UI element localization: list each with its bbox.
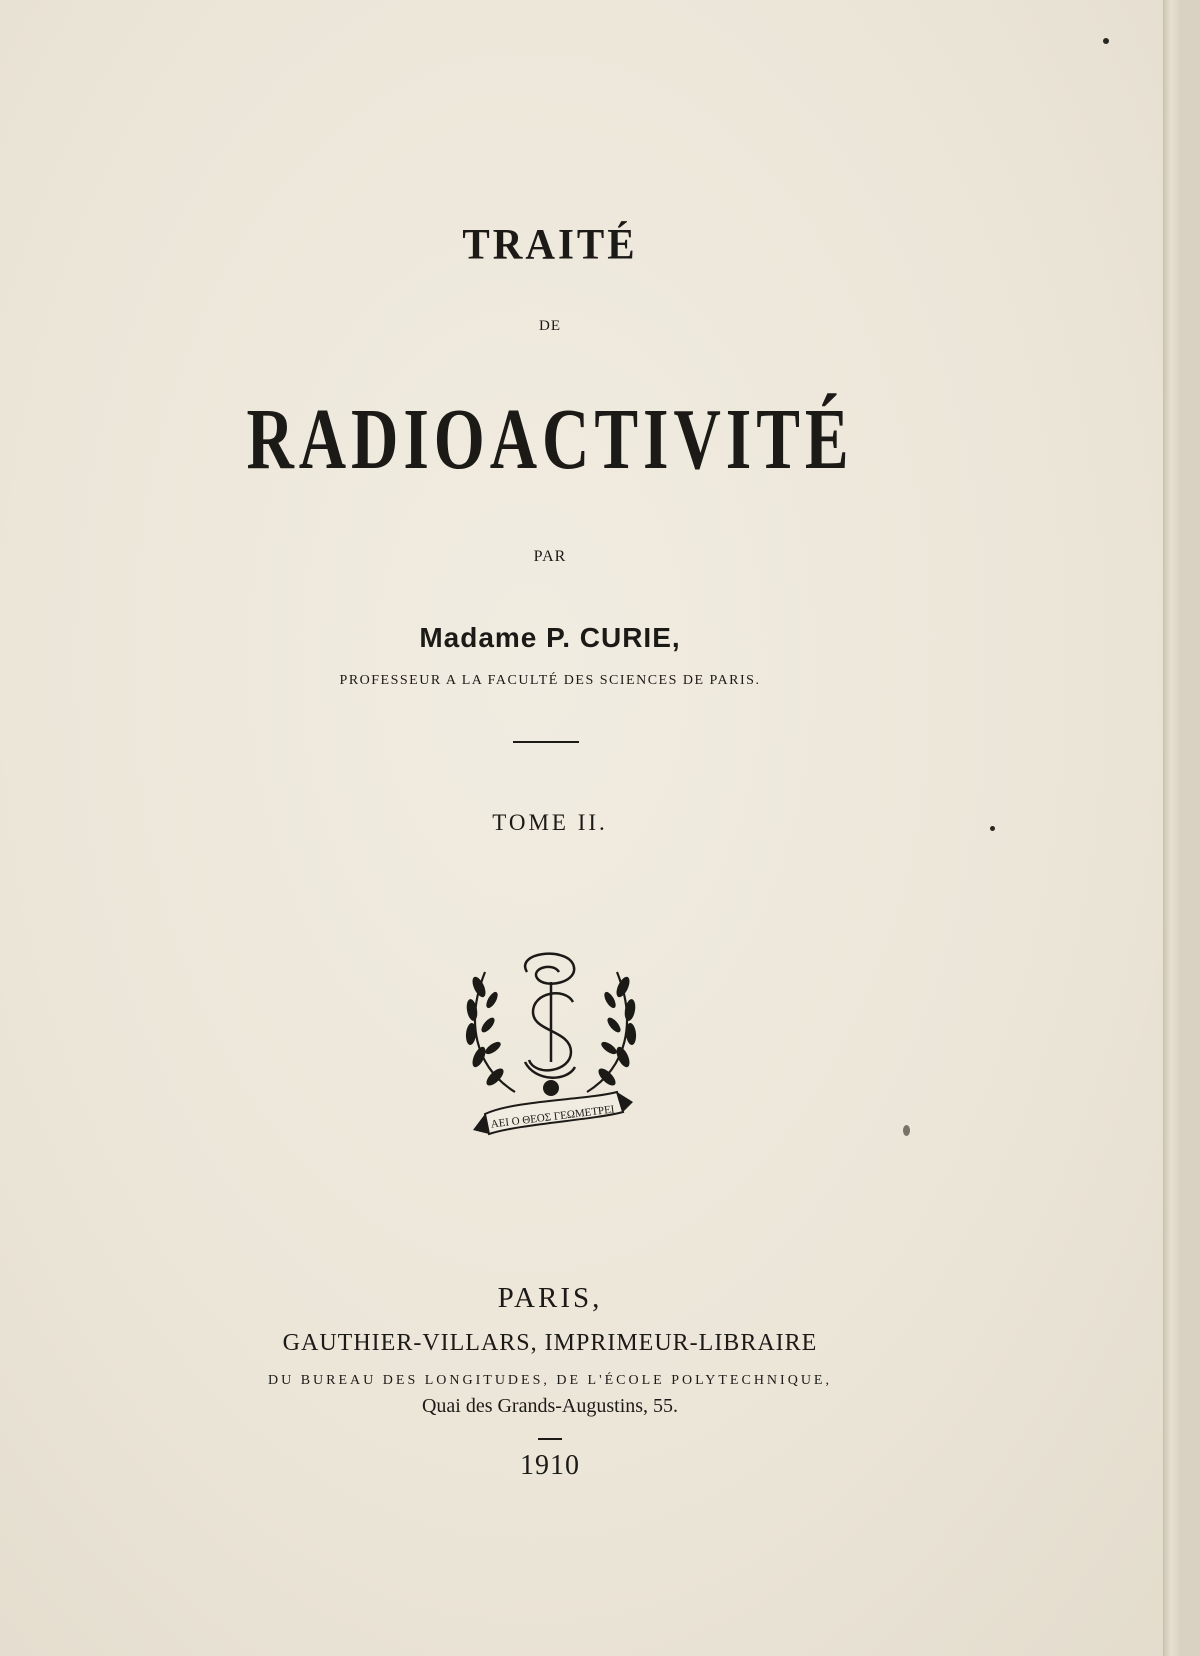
- divider-rule: [513, 741, 579, 743]
- byline-par: PAR: [533, 548, 567, 565]
- title-traite: TRAITÉ: [462, 219, 638, 269]
- imprint-city: PARIS,: [497, 1282, 603, 1314]
- title-radioactivite: RADIOACTIVITÉ: [246, 392, 854, 488]
- imprint-divider: [538, 1438, 562, 1440]
- imprint-publisher: GAUTHIER-VILLARS, IMPRIMEUR-LIBRAIRE: [282, 1330, 818, 1356]
- imprint-bureau: DU BUREAU DES LONGITUDES, DE L'ÉCOLE POLYTECHNIQUE,: [268, 1373, 832, 1388]
- emblem-motto: ΑΕΙ Ο ΘΕΟΣ ΓΕΩΜΕΤΡΕΙ: [490, 1103, 616, 1131]
- author-affiliation: PROFESSEUR A LA FACULTÉ DES SCIENCES DE PARIS.: [339, 673, 761, 688]
- paper-speck: [990, 826, 995, 831]
- volume-label: TOME II.: [492, 810, 608, 835]
- imprint-year: 1910: [520, 1450, 580, 1481]
- author-name: Madame P. CURIE,: [419, 622, 681, 653]
- imprint-address: Quai des Grands-Augustins, 55.: [421, 1395, 679, 1417]
- laurel-wreath-monogram-icon: [455, 942, 647, 1147]
- title-de: DE: [539, 318, 561, 334]
- paper-speck: [903, 1125, 910, 1136]
- page-edge: [1164, 0, 1182, 1656]
- paper-speck: [1103, 38, 1109, 44]
